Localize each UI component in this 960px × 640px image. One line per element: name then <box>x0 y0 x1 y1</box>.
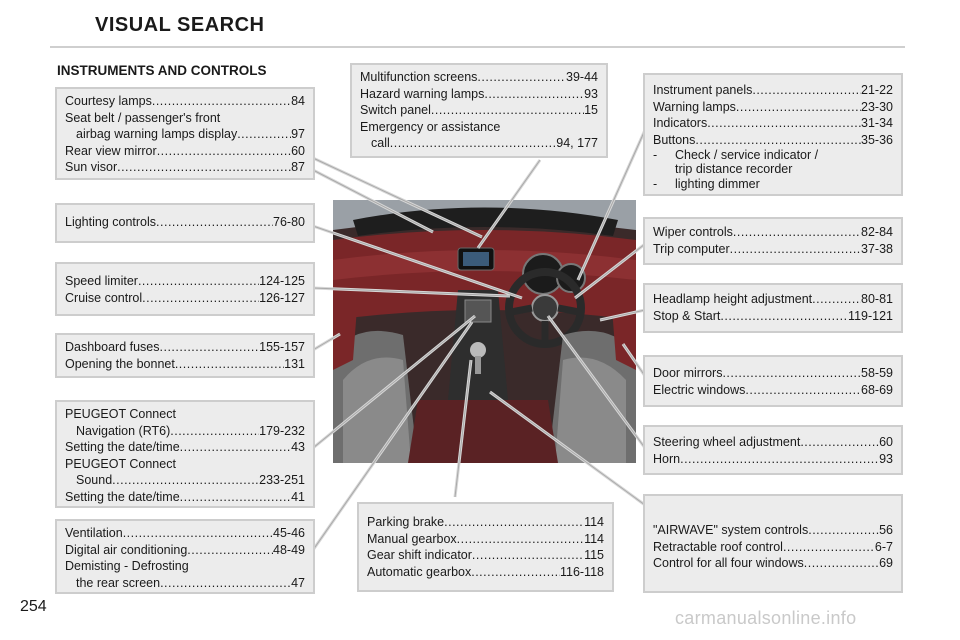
index-entry[interactable]: Retractable roof control ..... 6-7 <box>653 539 893 556</box>
bullet-item: - Check / service indicator / <box>653 148 819 162</box>
index-entry[interactable]: Stop & Start ..... 119-121 <box>653 308 893 325</box>
index-entry[interactable]: Automatic gearbox ..... 116-118 <box>367 564 604 581</box>
lighting-controls-box <box>55 203 315 243</box>
index-entry[interactable]: Hazard warning lamps ..... 93 <box>360 86 598 103</box>
index-entry[interactable]: Manual gearbox ..... 114 <box>367 531 604 548</box>
wiper-controls-box <box>643 217 903 265</box>
index-entry[interactable]: airbag warning lamps display ..... 97 <box>65 126 305 143</box>
index-entry[interactable]: Setting the date/time ..... 41 <box>65 489 305 506</box>
index-entry[interactable]: Courtesy lamps ..... 84 <box>65 93 305 110</box>
steering-wheel-box <box>643 425 903 475</box>
page-title: VISUAL SEARCH <box>95 14 265 36</box>
speed-limiter-box <box>55 262 315 316</box>
index-entry[interactable]: Sun visor ..... 87 <box>65 159 305 176</box>
peugeot-connect-box <box>55 400 315 508</box>
index-entry[interactable]: Rear view mirror ..... 60 <box>65 143 305 160</box>
courtesy-lamps-box <box>55 87 315 180</box>
page-number: 254 <box>20 598 47 615</box>
index-entry[interactable]: Ventilation ..... 45-46 <box>65 525 305 542</box>
index-entry[interactable]: Horn ..... 93 <box>653 451 893 468</box>
index-entry[interactable]: Sound ..... 233-251 <box>65 472 305 489</box>
index-entry[interactable]: Gear shift indicator ..... 115 <box>367 547 604 564</box>
index-entry[interactable]: Wiper controls ..... 82-84 <box>653 224 893 241</box>
index-entry[interactable]: call ..... 94, 177 <box>360 135 598 152</box>
index-entry[interactable]: Digital air conditioning ..... 48-49 <box>65 542 305 559</box>
index-entry[interactable]: Warning lamps ..... 23-30 <box>653 99 893 116</box>
index-entry[interactable]: Speed limiter ..... 124-125 <box>65 273 305 290</box>
index-entry[interactable]: Instrument panels ..... 21-22 <box>653 82 893 99</box>
index-entry[interactable]: Buttons ..... 35-36 <box>653 132 893 149</box>
instrument-panels-box <box>643 73 903 196</box>
index-entry-label: Seat belt / passenger's front <box>65 110 221 125</box>
multifunction-screens-box <box>350 63 608 158</box>
headlamp-height-box <box>643 283 903 333</box>
parking-brake-box <box>357 502 614 592</box>
index-entry[interactable]: Opening the bonnet ..... 131 <box>65 356 305 373</box>
bullet-item: - lighting dimmer <box>653 177 760 191</box>
index-entry-label: Demisting - Defrosting <box>65 559 189 573</box>
ventilation-box <box>55 519 315 594</box>
index-entry-label: Emergency or assistance <box>360 119 501 134</box>
index-entry[interactable]: Steering wheel adjustment ..... 60 <box>653 434 893 451</box>
index-entry[interactable]: the rear screen ..... 47 <box>65 575 305 592</box>
index-entry[interactable]: Setting the date/time ..... 43 <box>65 439 305 456</box>
watermark: carmanualsonline.info <box>675 608 857 628</box>
index-entry[interactable]: Electric windows ..... 68-69 <box>653 382 893 399</box>
dashboard-fuses-box <box>55 333 315 378</box>
index-entry[interactable]: Trip computer ..... 37-38 <box>653 241 893 258</box>
index-entry[interactable]: Lighting controls ..... 76-80 <box>65 214 305 231</box>
index-entry[interactable]: Multifunction screens ..... 39-44 <box>360 69 598 86</box>
index-entry[interactable]: Parking brake ..... 114 <box>367 514 604 531</box>
index-entry[interactable]: Indicators ..... 31-34 <box>653 115 893 132</box>
index-entry[interactable]: "AIRWAVE" system controls ..... 56 <box>653 522 893 539</box>
door-mirrors-box <box>643 355 903 407</box>
index-entry[interactable]: Control for all four windows ..... 69 <box>653 555 893 572</box>
index-entry[interactable]: Switch panel ..... 15 <box>360 102 598 119</box>
section-title: INSTRUMENTS AND CONTROLS <box>57 63 267 78</box>
index-entry-label: PEUGEOT Connect <box>65 456 176 471</box>
index-entry[interactable]: Door mirrors ..... 58-59 <box>653 365 893 382</box>
index-entry[interactable]: Cruise control ..... 126-127 <box>65 290 305 307</box>
index-entry[interactable]: Headlamp height adjustment ..... 80-81 <box>653 291 893 308</box>
index-entry[interactable]: Navigation (RT6) ..... 179-232 <box>65 423 305 440</box>
index-entry-label: PEUGEOT Connect <box>65 407 176 421</box>
airwave-box <box>643 494 903 593</box>
bullet-item: trip distance recorder <box>675 162 793 176</box>
index-entry[interactable]: Dashboard fuses ..... 155-157 <box>65 339 305 356</box>
